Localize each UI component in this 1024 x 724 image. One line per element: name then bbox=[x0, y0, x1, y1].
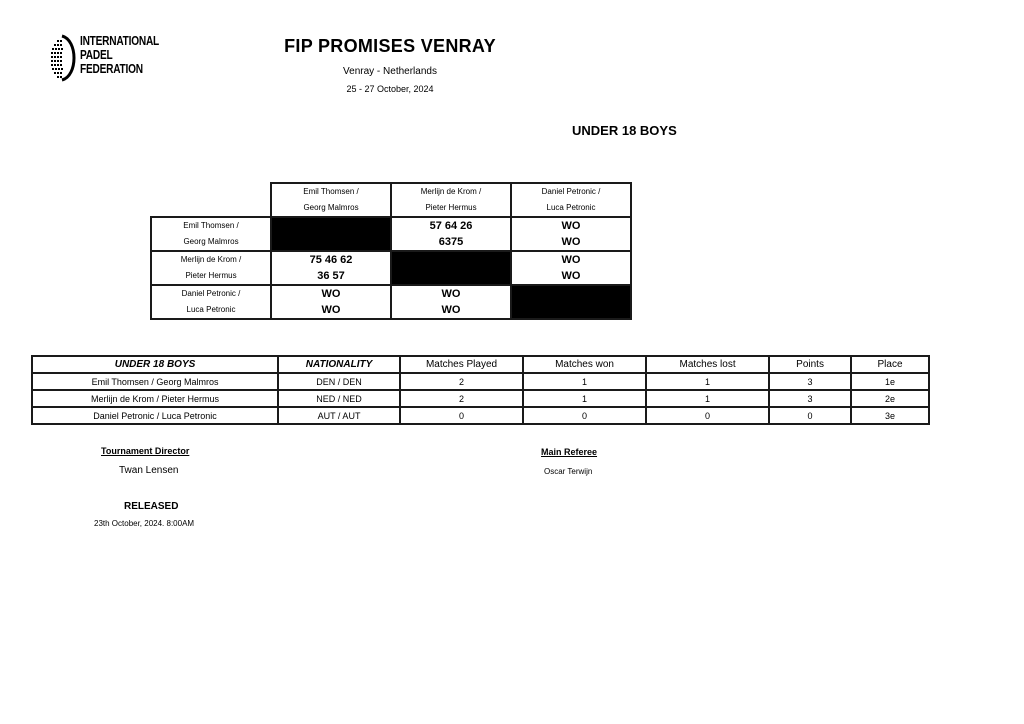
matrix-column-header bbox=[391, 183, 511, 217]
match-result-cell bbox=[511, 217, 631, 251]
place: 1e bbox=[851, 373, 929, 390]
result-line-2: 36 57 bbox=[317, 270, 345, 282]
released-label: RELEASED bbox=[124, 501, 179, 512]
header-matches-won: Matches won bbox=[523, 356, 646, 373]
matches-won: 1 bbox=[523, 373, 646, 390]
matches-played: 2 bbox=[400, 373, 523, 390]
team-name: Merlijn de Krom / Pieter Hermus bbox=[32, 390, 278, 407]
matrix-row bbox=[151, 217, 631, 251]
matches-lost: 1 bbox=[646, 390, 769, 407]
match-result-cell bbox=[271, 251, 391, 285]
matrix-row-header bbox=[151, 251, 271, 285]
header-matches-lost: Matches lost bbox=[646, 356, 769, 373]
matches-lost: 1 bbox=[646, 373, 769, 390]
column-player-1: Merlijn de Krom / bbox=[420, 187, 482, 196]
column-player-2: Georg Malmros bbox=[303, 203, 359, 212]
results-matrix bbox=[150, 182, 632, 320]
match-result-cell bbox=[271, 285, 391, 319]
result-line-2: WO bbox=[441, 304, 461, 316]
result-line-1: 57 64 26 bbox=[429, 220, 473, 232]
result-line-2: 6375 bbox=[438, 236, 464, 248]
matches-won: 0 bbox=[523, 407, 646, 424]
main-referee-label: Main Referee bbox=[541, 447, 598, 457]
header-points: Points bbox=[769, 356, 851, 373]
tournament-location: Venray - Netherlands bbox=[343, 66, 437, 77]
header-nationality: NATIONALITY bbox=[278, 356, 400, 373]
tournament-title: FIP PROMISES VENRAY bbox=[284, 36, 496, 56]
team-name: Emil Thomsen / Georg Malmros bbox=[32, 373, 278, 390]
standings-header-row bbox=[32, 356, 929, 373]
logo-line-3: FEDERATION bbox=[80, 61, 143, 76]
team-nationality: NED / NED bbox=[278, 390, 400, 407]
column-player-2: Luca Petronic bbox=[546, 203, 596, 212]
place: 3e bbox=[851, 407, 929, 424]
row-player-1: Emil Thomsen / bbox=[183, 221, 239, 230]
match-result-cell bbox=[391, 285, 511, 319]
matrix-corner bbox=[151, 183, 271, 217]
result-line-2: WO bbox=[561, 270, 581, 282]
matches-lost: 0 bbox=[646, 407, 769, 424]
row-player-2: Georg Malmros bbox=[183, 237, 239, 246]
logo-line-1: INTERNATIONAL bbox=[80, 33, 160, 48]
tournament-director-name: Twan Lensen bbox=[119, 465, 179, 476]
matches-played: 0 bbox=[400, 407, 523, 424]
team-nationality: DEN / DEN bbox=[278, 373, 400, 390]
matches-won: 1 bbox=[523, 390, 646, 407]
table-row bbox=[32, 373, 929, 390]
row-player-2: Pieter Hermus bbox=[185, 271, 237, 280]
matrix-self-cell bbox=[271, 217, 391, 251]
result-line-1: WO bbox=[441, 288, 461, 300]
tournament-director-label: Tournament Director bbox=[101, 446, 190, 456]
matrix-row-header bbox=[151, 285, 271, 319]
header-place: Place bbox=[851, 356, 929, 373]
row-player-1: Daniel Petronic / bbox=[181, 289, 241, 298]
header-matches-played: Matches Played bbox=[400, 356, 523, 373]
result-line-2: WO bbox=[561, 236, 581, 248]
table-row bbox=[32, 390, 929, 407]
matrix-row bbox=[151, 285, 631, 319]
column-player-1: Daniel Petronic / bbox=[541, 187, 601, 196]
row-player-1: Merlijn de Krom / bbox=[180, 255, 242, 264]
main-referee-name: Oscar Terwijn bbox=[544, 467, 593, 476]
team-nationality: AUT / AUT bbox=[278, 407, 400, 424]
result-line-1: 75 46 62 bbox=[309, 254, 353, 266]
matrix-column-header bbox=[271, 183, 391, 217]
matrix-header-row bbox=[151, 183, 631, 217]
matches-played: 2 bbox=[400, 390, 523, 407]
result-line-1: WO bbox=[321, 288, 341, 300]
points: 3 bbox=[769, 390, 851, 407]
match-result-cell bbox=[511, 251, 631, 285]
matrix-row-header bbox=[151, 217, 271, 251]
header-category: UNDER 18 BOYS bbox=[32, 356, 278, 373]
row-player-2: Luca Petronic bbox=[186, 305, 236, 314]
result-line-1: WO bbox=[561, 220, 581, 232]
place: 2e bbox=[851, 390, 929, 407]
matrix-row bbox=[151, 251, 631, 285]
table-row bbox=[32, 407, 929, 424]
standings-table bbox=[31, 355, 930, 425]
result-line-1: WO bbox=[561, 254, 581, 266]
points: 0 bbox=[769, 407, 851, 424]
points: 3 bbox=[769, 373, 851, 390]
tournament-dates: 25 - 27 October, 2024 bbox=[346, 84, 434, 94]
matrix-column-header bbox=[511, 183, 631, 217]
match-result-cell bbox=[391, 217, 511, 251]
team-name: Daniel Petronic / Luca Petronic bbox=[32, 407, 278, 424]
matrix-self-cell bbox=[511, 285, 631, 319]
category-title: UNDER 18 BOYS bbox=[572, 123, 677, 138]
logo-line-2: PADEL bbox=[80, 47, 113, 62]
released-date: 23th October, 2024. 8:00AM bbox=[94, 519, 195, 528]
column-player-2: Pieter Hermus bbox=[425, 203, 477, 212]
result-line-2: WO bbox=[321, 304, 341, 316]
column-player-1: Emil Thomsen / bbox=[303, 187, 359, 196]
matrix-self-cell bbox=[391, 251, 511, 285]
